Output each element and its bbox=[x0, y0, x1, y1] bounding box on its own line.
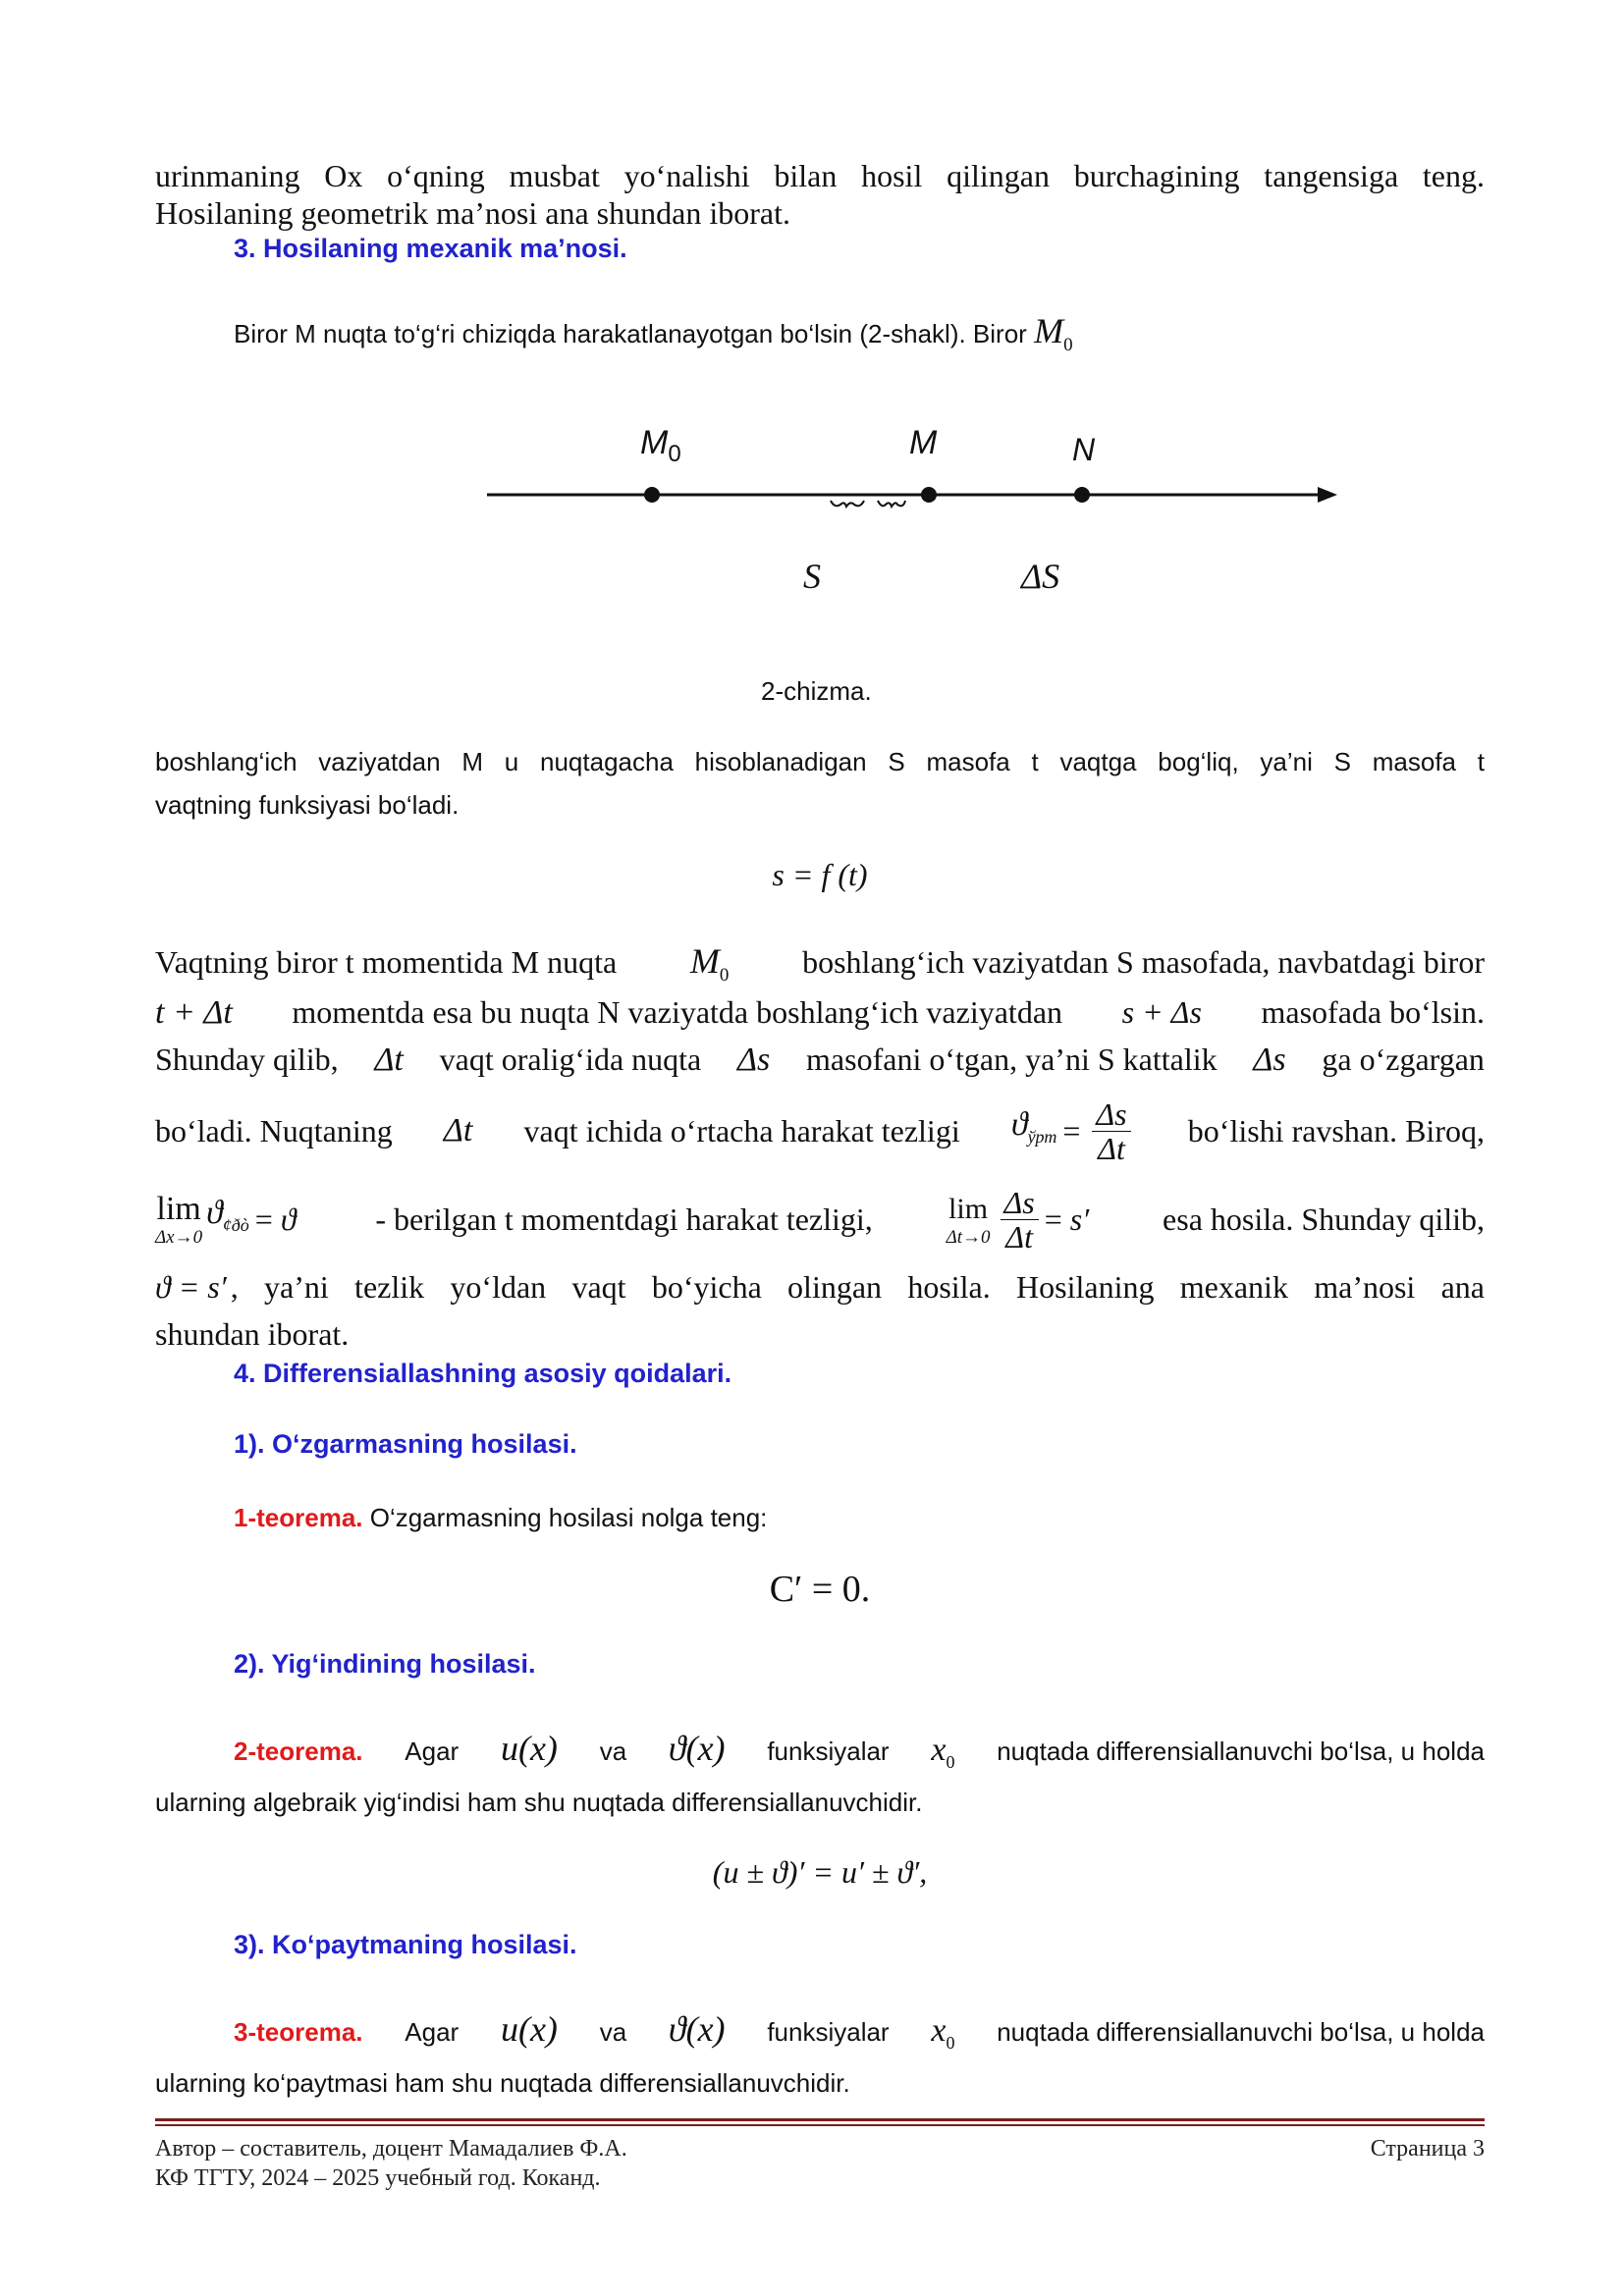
section-heading: 3. Hosilaning mexanik ma’nosi. bbox=[234, 234, 627, 263]
point-m0 bbox=[644, 487, 660, 503]
paragraph-line bbox=[155, 942, 1485, 994]
text: momentda esa bu nuqta N vaziyatda boshlang‘ich vaziyatdan bbox=[292, 994, 1063, 1030]
theorem-2-line2: ularning algebraik yig‘indisi ham shu nuqtada differensiallanuvchidir. bbox=[155, 1788, 923, 1817]
theorem-text: O‘zgarmasning hosilasi nolga teng: bbox=[362, 1503, 768, 1532]
text: bo‘ladi. Nuqtaning bbox=[155, 1113, 393, 1148]
formula-s-f-t: s = f (t) bbox=[772, 857, 868, 892]
formula-sum: (u ± ϑ)′ = u′ ± ϑ′, bbox=[712, 1854, 928, 1890]
label-delta-s: ΔS bbox=[1021, 557, 1060, 596]
text: Shunday qilib, bbox=[155, 1041, 339, 1077]
text: nuqtada differensiallanuvchi bo‘lsa, u holda bbox=[997, 2017, 1485, 2047]
v-x: ϑ(x) bbox=[668, 2009, 726, 2049]
text: masofada bo‘lsin. bbox=[1261, 994, 1485, 1030]
theorem-label: 2-teorema. bbox=[234, 1736, 363, 1766]
text: , ya’ni tezlik yo‘ldan vaqt bo‘yicha olingan hosila. Hosilaning mexanik ma’nosi ana bbox=[230, 1269, 1485, 1305]
x0: $x_0$ bbox=[931, 1732, 955, 1772]
t-plus-dt: t + Δt bbox=[155, 994, 233, 1031]
theorem-3 bbox=[234, 2010, 1485, 2061]
theorem-label: 3-teorema. bbox=[234, 2017, 363, 2047]
s-plus-ds: s + Δs bbox=[1121, 994, 1202, 1030]
text: funksiyalar bbox=[767, 1736, 890, 1766]
text: Vaqtning biror t momentida M nuqta bbox=[155, 944, 618, 980]
paragraph-line bbox=[155, 1084, 1485, 1178]
label-s: S bbox=[803, 557, 821, 596]
avg-speed-formula: $ϑ_{ўрт}$ = $\frac{\Delta s}{\Delta t}$ bbox=[1011, 1097, 1137, 1165]
delta-t: Δt bbox=[374, 1041, 404, 1078]
brace-ds bbox=[878, 501, 905, 507]
label-m0: $M_0$ bbox=[640, 424, 681, 467]
paragraph-line bbox=[155, 157, 1485, 194]
formula-constant: C′ = 0. bbox=[769, 1569, 871, 1610]
text: esa hosila. Shunday qilib, bbox=[1163, 1201, 1485, 1237]
u-x: u(x) bbox=[500, 2009, 558, 2049]
label-m: M bbox=[909, 424, 938, 461]
page-number: Страница 3 bbox=[1370, 2136, 1485, 2162]
text: boshlang‘ich vaziyatdan S masofada, navbatdagi biror bbox=[802, 944, 1485, 980]
text: masofani o‘tgan, ya’ni S kattalik bbox=[806, 1041, 1218, 1077]
footer-author: Автор – составитель, доцент Мамадалиев Ф.А. bbox=[155, 2136, 627, 2162]
paragraph-line bbox=[155, 1041, 1485, 1079]
text: urinmaning Ox o‘qning musbat yo‘nalishi bilan hosil qilingan burchagining tangensiga teng. bbox=[155, 158, 1485, 193]
rule-heading: 2). Yig‘indining hosilasi. bbox=[234, 1649, 536, 1679]
intro-label: Biror M nuqta to‘g‘ri chiziqda harakatlanayotgan bo‘lsin (2-shakl). Biror bbox=[234, 319, 1027, 348]
text: funksiyalar bbox=[767, 2017, 890, 2047]
paragraph-line bbox=[155, 993, 1485, 1032]
text: Agar bbox=[405, 2017, 460, 2047]
brace-s bbox=[831, 501, 864, 507]
paragraph-line: shundan iborat. bbox=[155, 1316, 350, 1352]
text: vaqt oralig‘ida nuqta bbox=[439, 1041, 702, 1077]
delta-s: Δs bbox=[1253, 1041, 1286, 1078]
point-n bbox=[1074, 487, 1090, 503]
theorem-label: 1-teorema. bbox=[234, 1503, 363, 1532]
text: va bbox=[599, 1736, 627, 1766]
u-x: u(x) bbox=[500, 1729, 558, 1768]
x0: $x_0$ bbox=[931, 2012, 955, 2053]
text: bo‘lishi ravshan. Biroq, bbox=[1187, 1113, 1485, 1148]
speed-formula: ϑ = s′ bbox=[155, 1269, 227, 1305]
delta-s: Δs bbox=[737, 1041, 771, 1078]
text: Agar bbox=[405, 1736, 460, 1766]
theorem-2 bbox=[234, 1730, 1485, 1781]
text: va bbox=[599, 2017, 627, 2047]
limit-formula: lim Δx→0 $ϑ_{¢ðò}$ = ϑ bbox=[155, 1191, 297, 1248]
paragraph-line: vaqtning funksiyasi bo‘ladi. bbox=[155, 790, 460, 820]
delta-t: Δt bbox=[443, 1112, 473, 1148]
footer-rule-thin bbox=[155, 2124, 1485, 2126]
footer-institution: КФ ТГТУ, 2024 – 2025 учебный год. Коканд. bbox=[155, 2165, 601, 2191]
paragraph-line bbox=[155, 1268, 1485, 1306]
footer-rule bbox=[155, 2118, 1485, 2121]
point-m bbox=[921, 487, 937, 503]
paragraph-line bbox=[155, 1178, 1485, 1260]
m0-symbol: $M_0$ bbox=[689, 941, 730, 987]
section-heading: 4. Differensiallashning asosiy qoidalari. bbox=[234, 1359, 732, 1388]
intro-text bbox=[234, 312, 1073, 364]
label-n: N bbox=[1072, 432, 1096, 467]
rule-heading: 3). Ko‘paytmaning hosilasi. bbox=[234, 1930, 577, 1959]
axis-arrow-icon bbox=[1318, 487, 1337, 503]
paragraph-line: Hosilaning geometrik ma’nosi ana shundan iborat. bbox=[155, 195, 790, 231]
figure-caption: 2-chizma. bbox=[761, 676, 872, 706]
theorem-1 bbox=[234, 1496, 767, 1539]
m0-symbol: $M_0$ bbox=[1034, 311, 1073, 356]
theorem-3-line2: ularning ko‘paytmasi ham shu nuqtada differensiallanuvchidir. bbox=[155, 2068, 850, 2098]
rule-heading: 1). O‘zgarmasning hosilasi. bbox=[234, 1429, 577, 1459]
text: ga o‘zgargan bbox=[1322, 1041, 1485, 1077]
v-x: ϑ(x) bbox=[668, 1729, 726, 1768]
derivative-formula: lim Δt→0 $\frac{\Delta s}{\Delta t}$ = s′ bbox=[946, 1184, 1090, 1255]
text: vaqt ichida o‘rtacha harakat tezligi bbox=[523, 1113, 960, 1148]
text: nuqtada differensiallanuvchi bo‘lsa, u holda bbox=[997, 1736, 1485, 1766]
text: boshlang‘ich vaziyatdan M u nuqtagacha hisoblanadigan S masofa t vaqtga bog‘liq, ya’ni S masofa t bbox=[155, 747, 1485, 776]
text: - berilgan t momentdagi harakat tezligi, bbox=[375, 1201, 873, 1237]
paragraph-line bbox=[155, 740, 1485, 783]
